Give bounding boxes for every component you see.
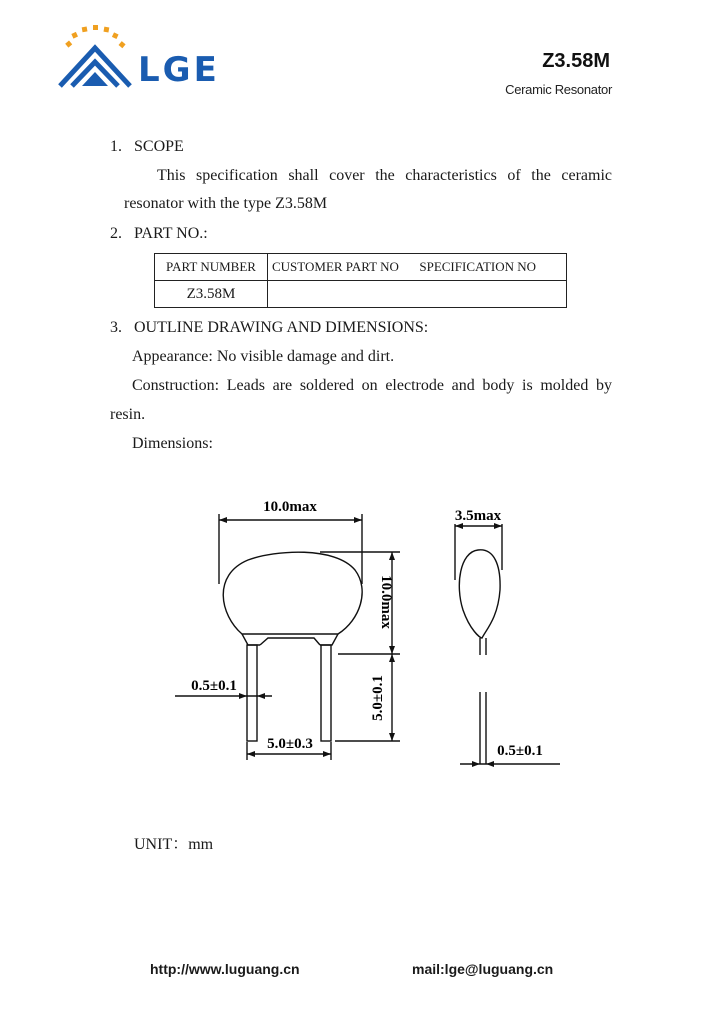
construction-text-line1: Construction: Leads are soldered on electrode and body is molded by (132, 377, 612, 394)
part-number-table (154, 253, 567, 308)
outline-drawing (160, 480, 600, 800)
thickness-dim-label: 3.5max (454, 508, 502, 524)
unit-label: UNIT：mm (134, 836, 214, 853)
resonator-body-front (223, 552, 362, 634)
lead-diameter-dim-label: 0.5±0.1 (191, 678, 237, 694)
specification-header: SPECIFICATION NO (419, 259, 537, 274)
customer-part-cell (268, 281, 567, 308)
outline-heading: 3. OUTLINE DRAWING AND DIMENSIONS: (110, 319, 429, 336)
model-number: Z3.58M (542, 50, 610, 72)
lead-right (321, 645, 331, 741)
lge-logo-icon (52, 20, 134, 96)
scope-heading: 1. SCOPE (110, 138, 184, 155)
resonator-body-side (459, 550, 500, 638)
table-row (155, 281, 567, 308)
customer-part-header: CUSTOMER PART NO (272, 259, 399, 274)
lead-left (247, 645, 257, 741)
width-dim-label: 10.0max (263, 499, 317, 515)
appearance-text: Appearance: No visible damage and dirt. (132, 348, 395, 365)
part-number-cell: Z3.58M (155, 281, 268, 308)
table-header-cell (268, 254, 567, 281)
dimensions-label: Dimensions: (132, 435, 213, 452)
table-header-row (155, 254, 567, 281)
scope-text-line1: This specification shall cover the characteristics of the ceramic (157, 167, 612, 184)
pitch-dim-label: 5.0±0.3 (267, 736, 313, 752)
table-header-cell: PART NUMBER (155, 254, 268, 281)
website-link[interactable]: http://www.luguang.cn (150, 961, 300, 977)
construction-text-line2: resin. (110, 406, 146, 423)
product-subtitle: Ceramic Resonator (505, 82, 612, 97)
height-dim-label: 10.0max (378, 575, 394, 629)
scope-text-line2: resonator with the type Z3.58M (124, 195, 328, 212)
brand-name: LGE (138, 50, 220, 90)
partno-heading: 2. PART NO.: (110, 225, 208, 242)
email-link[interactable]: mail:lge@luguang.cn (412, 961, 554, 977)
side-lead-dim-label: 0.5±0.1 (497, 743, 543, 759)
lead-length-dim-label: 5.0±0.1 (370, 675, 386, 721)
